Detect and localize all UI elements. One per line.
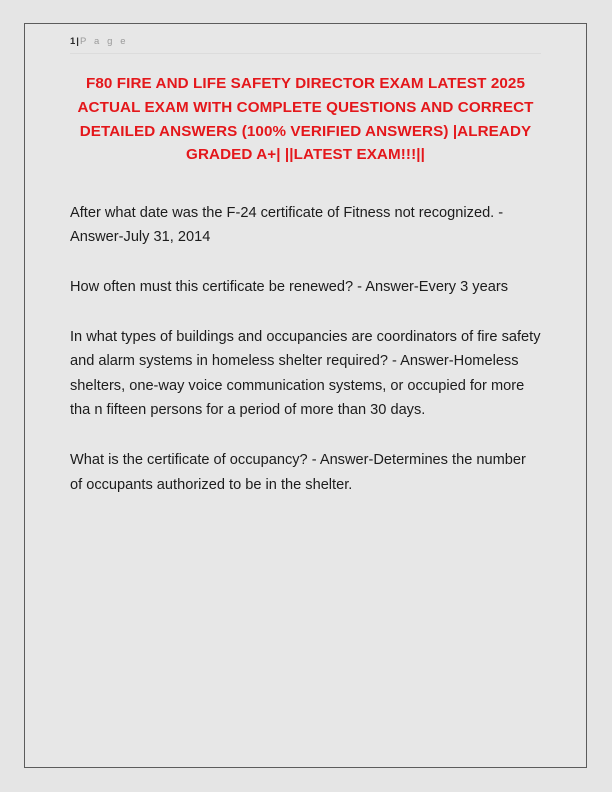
page-number-separator: | [76,36,79,47]
qa-block-1: After what date was the F-24 certificate of Fitness not recognized. - Answer-July 31, 2014 [70,205,504,246]
page-label: P a g e [79,36,129,47]
qa-block-3: In what types of buildings and occupancies are coordinators of fire safety and alarm systems in homeless shelter required? - Answer-Homeless shelters, one-way voice communication systems, or occupied for more tha n fifteen persons for a period of more than 30 days. [70,329,541,418]
running-header [70,24,541,48]
document-page [24,23,587,768]
qa-block-2: How often must this certificate be renewed? - Answer-Every 3 years [70,278,508,295]
page-title: F80 FIRE AND LIFE SAFETY DIRECTOR EXAM LATEST 2025 ACTUAL EXAM WITH COMPLETE QUESTIONS AND CORRECT DETAILED ANSWERS (100% VERIFIED ANSWERS) |ALREADY GRADED A+| ||LATEST EXAM!!!|| [77,75,534,164]
page-content-area [25,24,586,767]
qa-block-4: What is the certificate of occupancy? - Answer-Determines the number of occupants authorized to be in the shelter. [70,452,526,493]
page-number: 1 [70,36,76,47]
